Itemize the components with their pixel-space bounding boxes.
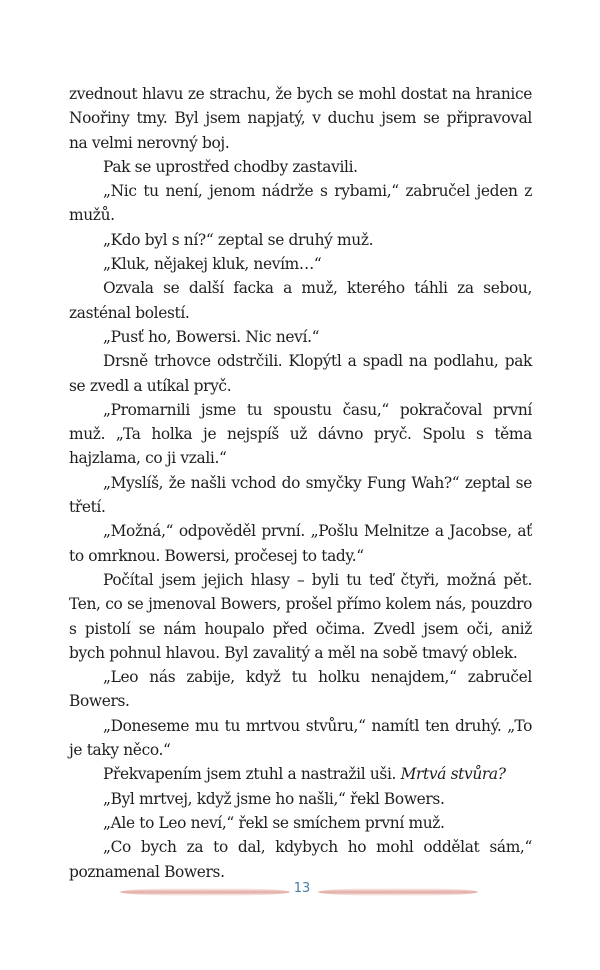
paragraph: „Kdo byl s ní?“ zeptal se druhý muž. — [103, 230, 374, 249]
paragraph: „Možná,“ odpověděl první. „Pošlu Melnitze a Jacobse, ať to omrknou. Bowersi, pročesej to tady.“ — [69, 522, 532, 565]
paragraph-surprise — [69, 762, 532, 786]
paragraph: „Doneseme mu tu mrtvou stvůru,“ namítl ten druhý. „To je taky něco.“ — [69, 716, 532, 760]
paragraph: Ozvala se další facka a muž, kterého táhli za sebou, zasténal bolestí. — [69, 279, 532, 322]
paragraph: „Pusť ho, Bowersi. Nic neví.“ — [103, 327, 320, 346]
page-number: 13 — [293, 881, 311, 896]
surprise-text: Překvapením jsem ztuhl a nastražil uši. — [103, 765, 401, 784]
paragraph: Drsně trhovce odstrčili. Klopýtl a spadl na podlahu, pak se zvedl a utíkal pryč. — [69, 352, 532, 395]
paragraph: „Leo nás zabije, když tu holku nenajdem,“ zabručel Bowers. — [69, 668, 532, 711]
paragraph: „Kluk, nějakej kluk, nevím…“ — [103, 255, 322, 274]
paragraph: „Co bych za to dal, kdybych ho mohl oddělat sám,“ poznamenal Bowers. — [69, 838, 532, 881]
paragraph: Počítal jsem jejich hlasy – byli tu teď čtyři, možná pět. Ten, co se jmenoval Bowers, prošel přímo kolem nás, pouzdro s pistolí se nám houpalo před očima. Zvedl jsem oči, aniž bych pohnul hlavou. Byl zavalitý a měl na sobě tmavý oblek. — [69, 570, 532, 662]
paragraph: „Byl mrtvej, když jsme ho našli,“ řekl Bowers. — [103, 789, 445, 808]
paragraph: „Myslíš, že našli vchod do smyčky Fung Wah?“ zeptal se třetí. — [69, 473, 532, 517]
paragraph: „Nic tu není, jenom nádrže s rybami,“ zabručel jeden z mužů. — [69, 182, 532, 225]
paragraph: „Ale to Leo neví,“ řekl se smíchem první muž. — [103, 813, 445, 832]
paragraph: „Promarnili jsme tu spoustu času,“ pokračoval první muž. „Ta holka je nejspíš už dávno pryč. Spolu s těma hajzlama, co ji vzali.“ — [69, 400, 532, 468]
page-footer — [0, 878, 600, 908]
paragraph: Pak se uprostřed chodby zastavili. — [103, 157, 358, 176]
body-text — [69, 82, 532, 884]
surprise-italic: Mrtvá stvůra? — [400, 765, 506, 784]
decorative-rule-left — [120, 888, 290, 896]
paragraph: zvednout hlavu ze strachu, že bych se mohl dostat na hranice Noořiny tmy. Byl jsem napjatý, v duchu jsem se připravoval na velmi nerovný boj. — [69, 85, 532, 152]
decorative-rule-right — [318, 888, 478, 896]
